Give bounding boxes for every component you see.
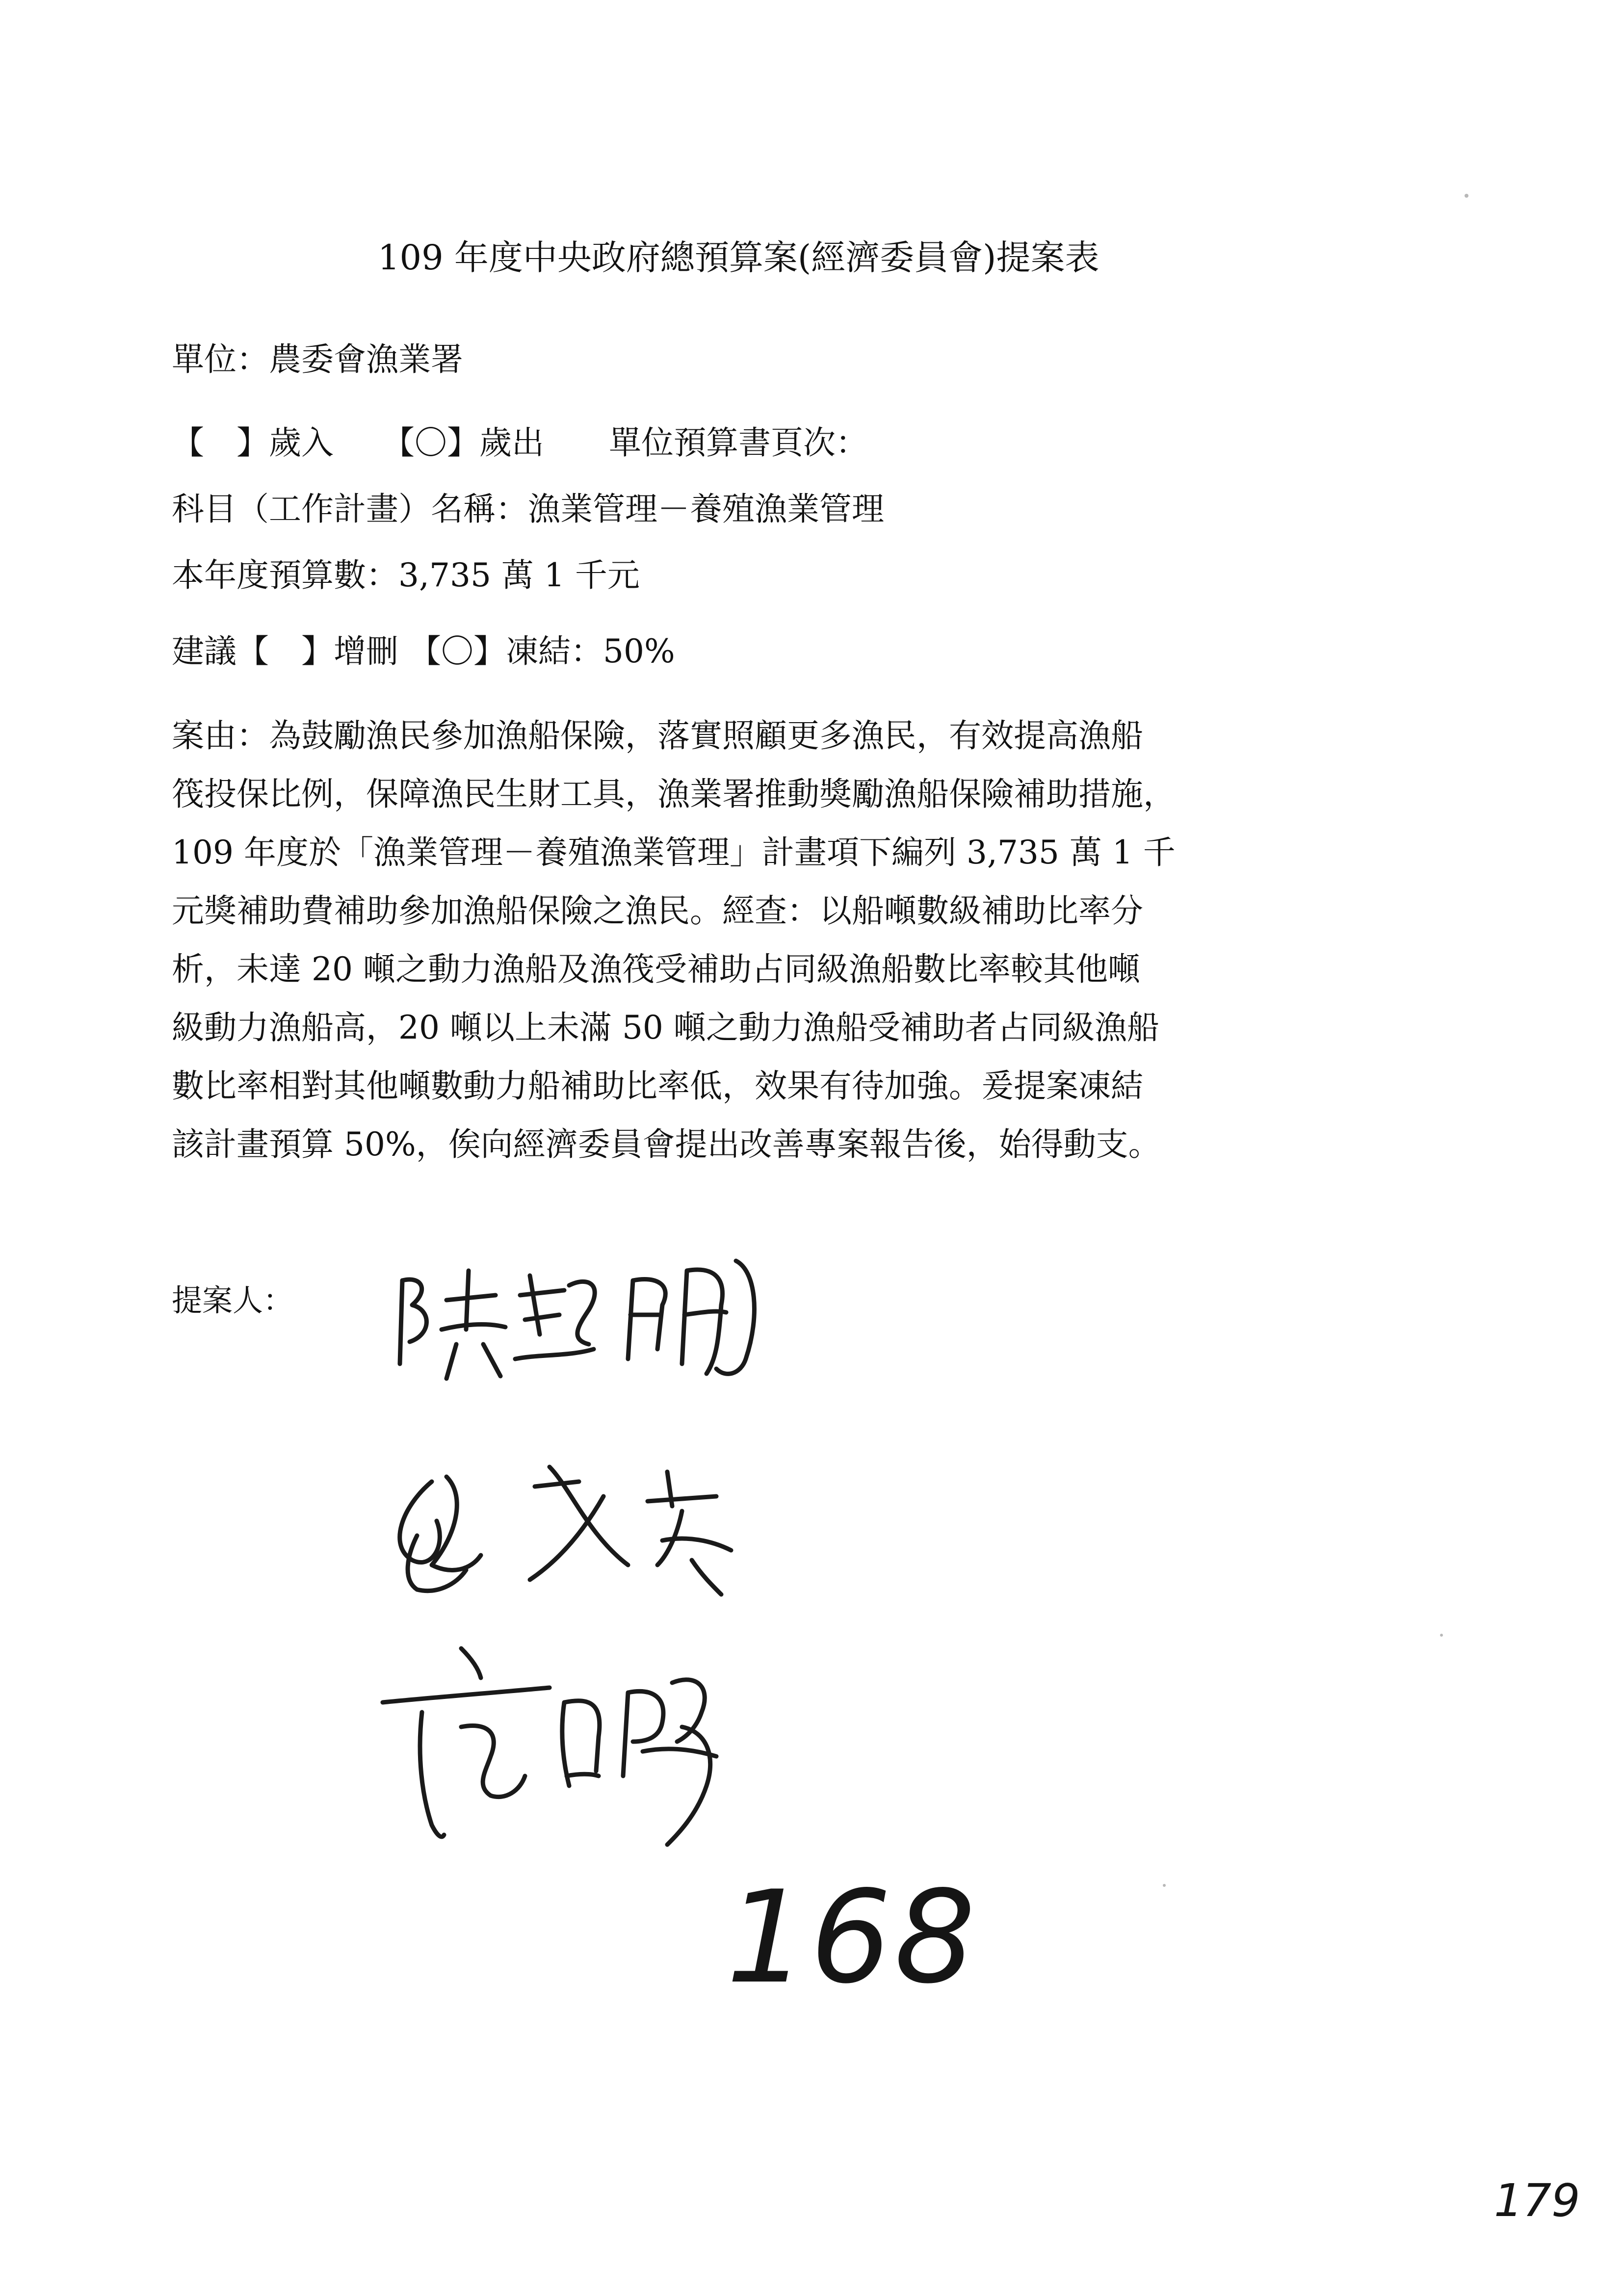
subject-line: 科目（工作計畫）名稱：漁業管理－養殖漁業管理 [172, 490, 884, 528]
reason-line: 案由：為鼓勵漁民參加漁船保險，落實照顧更多漁民，有效提高漁船 [172, 717, 1143, 755]
reason-line: 筏投保比例，保障漁民生財工具，漁業署推動獎勵漁船保險補助措施， [172, 775, 1176, 813]
budget-line: 本年度預算數：3,735 萬 1 千元 [172, 556, 640, 594]
reason-line: 析，未達 20 噸之動力漁船及漁筏受補助占同級漁船數比率較其他噸 [172, 950, 1140, 988]
handwritten-number: 168 [726, 1864, 979, 2012]
scan-speck [1440, 1634, 1443, 1637]
revenue-expense-line: 【 】歲入 【〇】歲出 單位預算書頁次： [172, 424, 868, 462]
signature-3 [373, 1629, 765, 1854]
proposer-label: 提案人： [172, 1282, 294, 1318]
unit-line: 單位：農委會漁業署 [172, 340, 463, 378]
suggestion-line: 建議【 】增刪 【〇】凍結：50% [172, 632, 675, 670]
document-title: 109 年度中央政府總預算案(經濟委員會)提案表 [378, 237, 1100, 278]
scan-speck [1465, 194, 1468, 198]
reason-line: 元獎補助費補助參加漁船保險之漁民。經查：以船噸數級補助比率分 [172, 892, 1143, 930]
scan-speck [1163, 1884, 1166, 1887]
reason-paragraph [172, 706, 1506, 1174]
signature-2 [373, 1447, 795, 1609]
signature-1 [383, 1241, 785, 1403]
reason-line: 109 年度於「漁業管理－養殖漁業管理」計畫項下編列 3,735 萬 1 千 [172, 834, 1176, 871]
page-number: 179 [1494, 2174, 1580, 2227]
reason-line: 數比率相對其他噸數動力船補助比率低，效果有待加強。爰提案凍結 [172, 1067, 1143, 1105]
reason-line: 級動力漁船高，20 噸以上未滿 50 噸之動力漁船受補助者占同級漁船 [172, 1009, 1159, 1046]
reason-line: 該計畫預算 50%，俟向經濟委員會提出改善專案報告後，始得動支。 [172, 1125, 1161, 1163]
